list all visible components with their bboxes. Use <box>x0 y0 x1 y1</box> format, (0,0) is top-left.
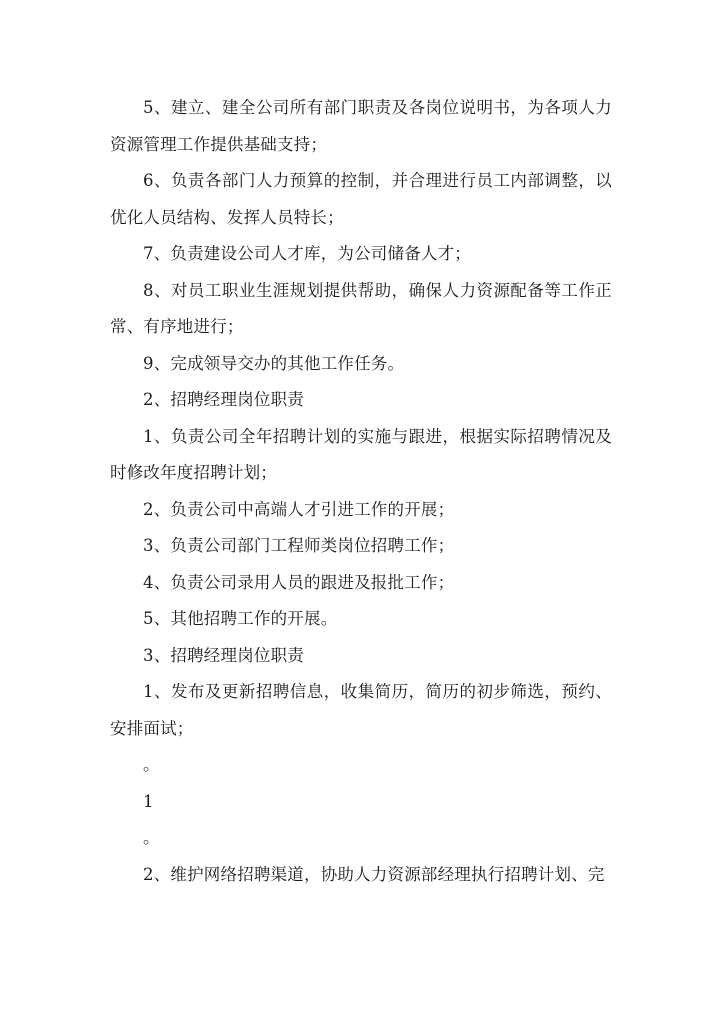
paragraph: 9、完成领导交办的其他工作任务。 <box>143 353 405 373</box>
paragraph: 1、负责公司全年招聘计划的实施与跟进，根据实际招聘情况及时修改年度招聘计划； <box>110 426 612 482</box>
section-heading: 2、招聘经理岗位职责 <box>143 390 304 409</box>
paragraph: 6、负责各部门人力预算的控制，并合理进行员工内部调整，以优化人员结构、发挥人员特长； <box>110 171 612 227</box>
paragraph: 7、负责建设公司人才库，为公司储备人才； <box>143 244 471 263</box>
document-page <box>110 90 612 893</box>
page-number: 1 <box>143 791 154 811</box>
stray-mark: 。 <box>143 755 160 774</box>
paragraph: 2、负责公司中高端人才引进工作的开展； <box>143 499 455 519</box>
paragraph: 1、发布及更新招聘信息，收集简历，简历的初步筛选，预约、安排面试； <box>110 682 612 738</box>
paragraph: 4、负责公司录用人员的跟进及报批工作； <box>143 572 455 592</box>
section-heading: 3、招聘经理岗位职责 <box>143 645 304 665</box>
paragraph: 3、负责公司部门工程师类岗位招聘工作； <box>143 536 455 555</box>
paragraph: 8、对员工职业生涯规划提供帮助，确保人力资源配备等工作正常、有序地进行； <box>110 280 612 336</box>
paragraph: 5、建立、建全公司所有部门职责及各岗位说明书，为各项人力资源管理工作提供基础支持； <box>110 98 612 154</box>
stray-mark: 。 <box>143 828 160 847</box>
paragraph: 5、其他招聘工作的开展。 <box>143 609 338 628</box>
paragraph: 2、维护网络招聘渠道，协助人力资源部经理执行招聘计划、完 <box>143 864 605 884</box>
